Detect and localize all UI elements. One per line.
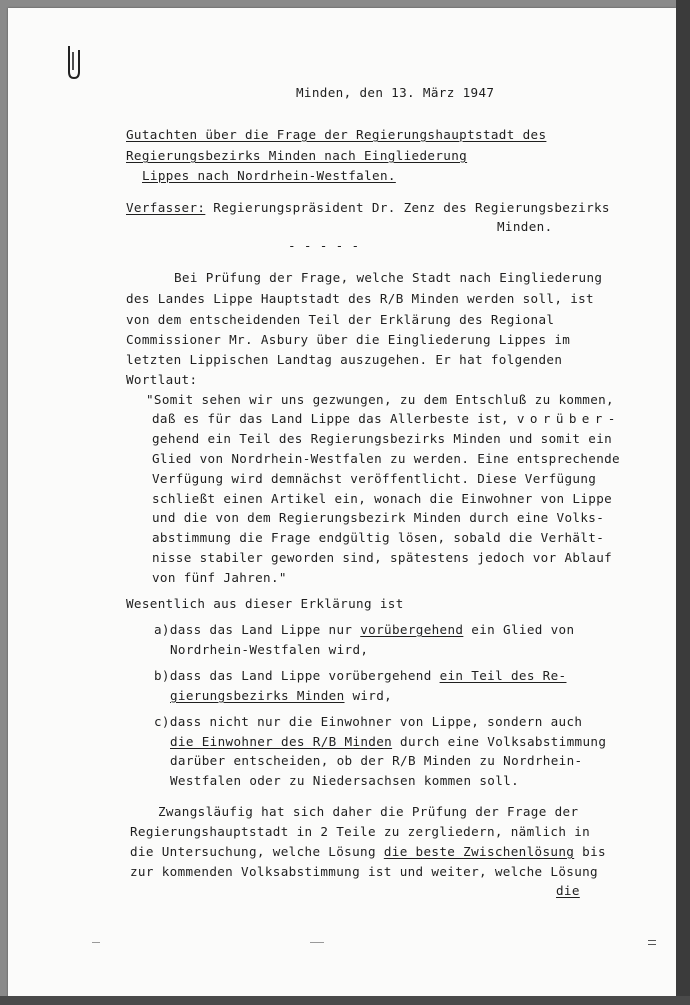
quote-line-2 [152,411,621,427]
footer-mark-left [92,942,100,943]
quote-line-10: von fünf Jahren." [152,570,287,585]
quote-line-4: Glied von Nordrhein-Westfalen zu werden. Eine entsprechende [152,451,620,466]
conclusion-line-3-text: die Untersuchung, welche Lösung [130,844,384,859]
intro-line-6: Wortlaut: [126,372,198,387]
title-line-3: Lippes nach Nordrhein-Westfalen. [142,168,396,183]
point-c-text: durch eine Volksabstimmung [392,734,607,749]
intro-line-5: letzten Lippischen Landtag auszugehen. Er hat folgenden [126,352,563,367]
quote-line-2-text: daß es für das Land Lippe das Allerbeste ist, [152,411,517,426]
title-line-1: Gutachten über die Frage der Regierungshauptstadt des [126,127,547,142]
conclusion-line-3 [130,844,606,860]
point-c-line-3: darüber entscheiden, ob der R/B Minden zu Nordrhein- [170,753,583,768]
point-c-underlined: die Einwohner des R/B Minden [170,734,393,749]
quote-line-9: nisse stabiler geworden sind, spätestens jedoch vor Ablauf [152,550,613,565]
point-a-text: a)dass das Land Lippe nur [154,622,361,637]
title-line-2: Regierungsbezirks Minden nach Eingliederung [126,148,468,163]
footer-mark-right-2 [648,944,656,945]
conclusion-line-1: Zwangsläufig hat sich daher die Prüfung der Frage der [158,804,579,819]
point-c-line-2 [170,734,606,750]
quote-line-7: und die von dem Regierungsbezirk Minden durch eine Volks- [152,510,605,525]
scan-edge-bottom [0,996,690,1005]
essence-heading: Wesentlich aus dieser Erklärung ist [126,596,404,611]
point-a-line-2: Nordrhein-Westfalen wird, [170,642,369,657]
conclusion-line-4: zur kommenden Volksabstimmung ist und weiter, welche Lösung [130,864,598,879]
point-a-text-end: ein Glied von [463,622,575,637]
author-text: Regierungspräsident Dr. Zenz des Regierungsbezirks [205,200,610,215]
quote-line-5: Verfügung wird demnächst veröffentlicht. Diese Verfügung [152,471,597,486]
conclusion-underlined: die beste Zwischenlösung [383,844,575,859]
paper-clip-mark [66,44,82,80]
intro-line-1: Bei Prüfung der Frage, welche Stadt nach Eingliederung [174,270,603,285]
point-b-underlined: ein Teil des Re- [439,668,567,683]
point-b-text: b)dass das Land Lippe vorübergehend [154,668,440,683]
point-b-underlined-2: gierungsbezirks Minden [170,688,345,703]
conclusion-line-2: Regierungshauptstadt in 2 Teile zu zergliedern, nämlich in [130,824,591,839]
intro-line-3: von dem entscheidenden Teil der Erklärung des Regional [126,312,555,327]
point-b-line-2 [170,688,392,704]
conclusion-catchword: die [556,883,580,898]
intro-line-4: Commissioner Mr. Asbury über die Eingliederung Lippes im [126,332,571,347]
author-line-2: Minden. [497,219,553,234]
point-b-line-1 [154,668,566,684]
quote-line-6: schließt einen Artikel ein, wonach die Einwohner von Lippe [152,491,613,506]
quote-line-3: gehend ein Teil des Regierungsbezirks Minden und somit ein [152,431,613,446]
author-line-1 [126,200,610,216]
point-c-line-1: c)dass nicht nur die Einwohner von Lippe, sondern auch [154,714,583,729]
point-b-text-end: wird, [344,688,393,703]
scan-edge-right [676,0,690,1005]
place-date: Minden, den 13. März 1947 [296,85,495,100]
separator-dashes: - - - - - [288,238,360,253]
point-a-underlined: vorübergehend [360,622,464,637]
intro-line-2: des Landes Lippe Hauptstadt des R/B Minden werden soll, ist [126,291,594,306]
quote-line-1: "Somit sehen wir uns gezwungen, zu dem Entschluß zu kommen, [146,392,614,407]
author-label: Verfasser: [126,200,206,215]
footer-mark-center [310,942,324,943]
point-c-line-4: Westfalen oder zu Niedersachsen kommen soll. [170,773,520,788]
conclusion-line-3-end: bis [574,844,606,859]
quote-line-8: abstimmung die Frage endgültig lösen, sobald die Verhält- [152,530,605,545]
footer-mark-right [648,940,656,941]
quote-spaced-word: vorüber- [516,411,621,426]
point-a-line-1 [154,622,574,638]
